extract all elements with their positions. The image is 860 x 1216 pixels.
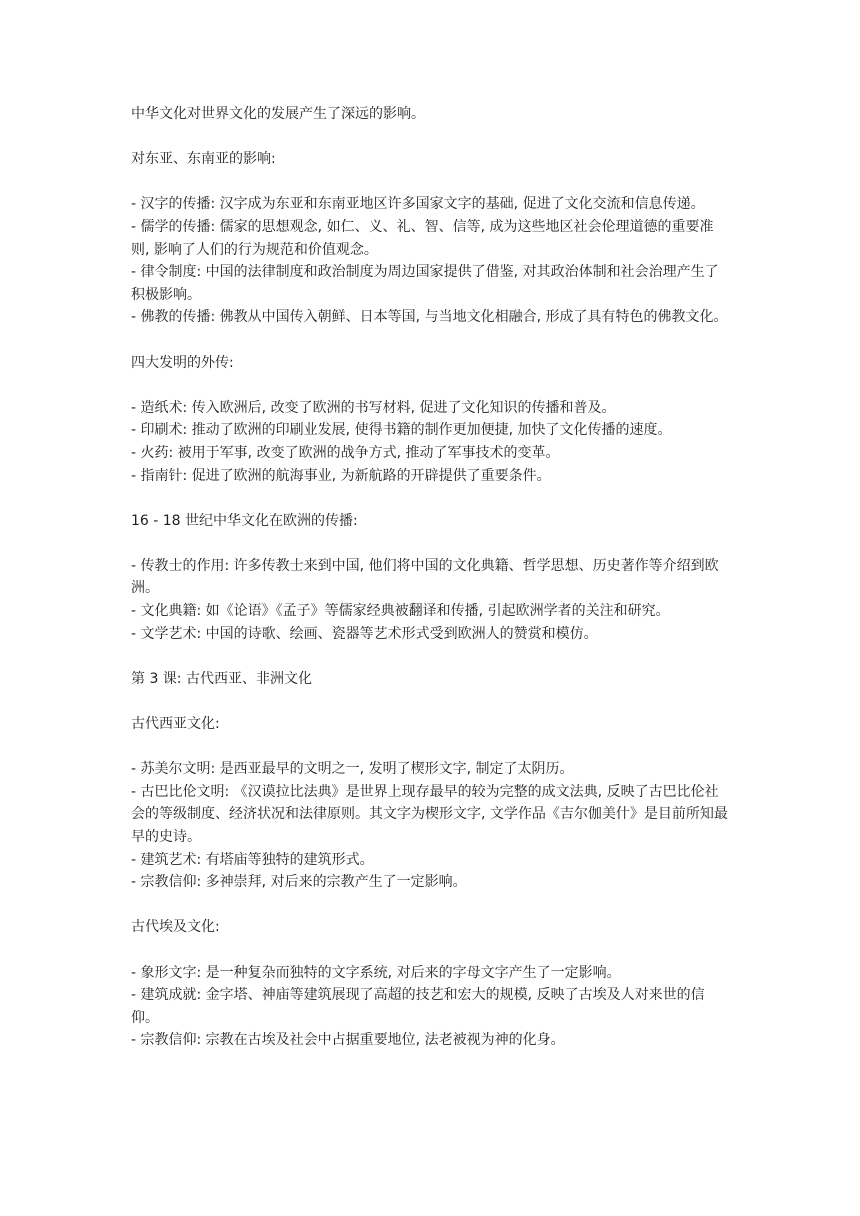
section-heading-europe: 16 - 18 世纪中华文化在欧洲的传播: (131, 512, 358, 529)
spacer (131, 487, 731, 510)
section-heading-west-asia: 古代西亚文化: (131, 716, 220, 733)
list-item: - 造纸术: 传入欧洲后, 改变了欧洲的书写材料, 促进了文化知识的传播和普及。 (131, 399, 616, 416)
list-item: - 火药: 被用于军事, 改变了欧洲的战争方式, 推动了军事技术的变革。 (131, 444, 560, 461)
section-heading-egypt: 古代埃及文化: (131, 919, 220, 936)
list-item: - 建筑成就: 金字塔、神庙等建筑展现了高超的技艺和宏大的规模, 反映了古埃及人对来世的信仰。 (131, 987, 705, 1026)
list-item: - 印刷术: 推动了欧洲的印刷业发展, 使得书籍的制作更加便捷, 加快了文化传播的速度。 (131, 422, 672, 439)
spacer (131, 532, 731, 555)
list-item: - 建筑艺术: 有塔庙等独特的建筑形式。 (131, 851, 374, 868)
list-item: - 古巴比伦文明: 《汉谟拉比法典》是世界上现存最早的较为完整的成文法典, 反映了古巴比伦社会的等级制度、经济状况和法律原则。其文字为楔形文字, 文学作品《吉尔伽美什》是目前所知最早的史诗。 (131, 783, 728, 845)
spacer (131, 736, 731, 759)
spacer (131, 939, 731, 962)
list-item: - 指南针: 促进了欧洲的航海事业, 为新航路的开辟提供了重要条件。 (131, 467, 551, 484)
list-item: - 文化典籍: 如《论语》《孟子》等儒家经典被翻译和传播, 引起欧洲学者的关注和研究。 (131, 603, 670, 620)
spacer (131, 894, 731, 917)
spacer (131, 126, 731, 149)
list-item: - 苏美尔文明: 是西亚最早的文明之一, 发明了楔形文字, 制定了太阴历。 (131, 761, 574, 778)
section-heading-east-asia: 对东亚、东南亚的影响: (131, 151, 276, 168)
intro-paragraph: 中华文化对世界文化的发展产生了深远的影响。 (131, 106, 425, 122)
spacer (131, 645, 731, 668)
list-item: - 律令制度: 中国的法律制度和政治制度为周边国家提供了借鉴, 对其政治体制和社会治理产生了积极影响。 (131, 264, 719, 303)
document-page (131, 103, 731, 1052)
list-item: - 儒学的传播: 儒家的思想观念, 如仁、义、礼、智、信等, 成为这些地区社会伦理道德的重要准则, 影响了人们的行为规范和价值观念。 (131, 218, 714, 258)
list-item: - 宗教信仰: 多神崇拜, 对后来的宗教产生了一定影响。 (131, 874, 467, 891)
spacer (131, 329, 731, 352)
spacer (131, 171, 731, 194)
list-item: - 传教士的作用: 许多传教士来到中国, 他们将中国的文化典籍、哲学思想、历史著作等介绍到欧洲。 (131, 557, 719, 597)
list-item: - 象形文字: 是一种复杂而独特的文字系统, 对后来的字母文字产生了一定影响。 (131, 964, 621, 981)
list-item: - 文学艺术: 中国的诗歌、绘画、瓷器等艺术形式受到欧洲人的赞赏和模仿。 (131, 625, 598, 642)
list-item: - 宗教信仰: 宗教在古埃及社会中占据重要地位, 法老被视为神的化身。 (131, 1032, 565, 1049)
section-heading-four-inventions: 四大发明的外传: (131, 354, 234, 371)
list-item: - 佛教的传播: 佛教从中国传入朝鲜、日本等国, 与当地文化相融合, 形成了具有特色的佛教文化。 (131, 309, 728, 326)
spacer (131, 374, 731, 397)
spacer (131, 690, 731, 713)
list-item: - 汉字的传播: 汉字成为东亚和东南亚地区许多国家文字的基础, 促进了文化交流和信息传递。 (131, 196, 705, 213)
lesson-title: 第 3 课: 古代西亚、非洲文化 (131, 670, 312, 687)
